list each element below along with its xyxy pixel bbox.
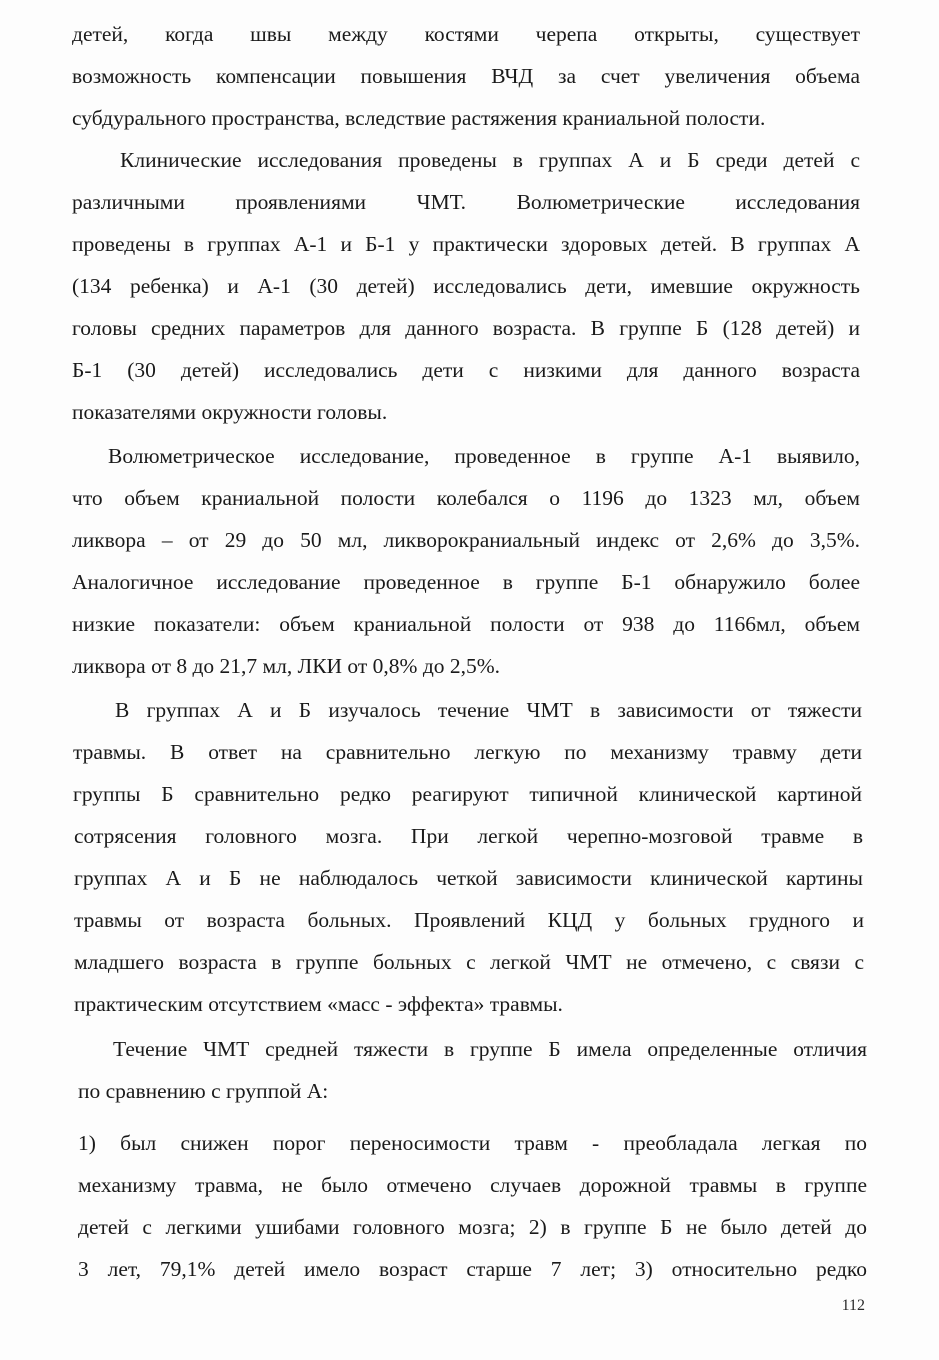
text-line: механизму травма, не было отмечено случаев дорожной травмы в группе [78,1173,867,1197]
text-line: Б-1 (30 детей) исследовались дети с низкими для данного возраста [72,358,860,382]
text-line: В группах А и Б изучалось течение ЧМТ в зависимости от тяжести [115,698,862,722]
text-line: головы средних параметров для данного возраста. В группе Б (128 детей) и [72,316,860,340]
text-line: группах А и Б не наблюдалось четкой зависимости клинической картины [74,866,863,890]
text-line: травмы от возраста больных. Проявлений КЦД у больных грудного и [74,908,864,932]
text-line: (134 ребенка) и А-1 (30 детей) исследовались дети, имевшие окружность [72,274,860,298]
text-line: детей, когда швы между костями черепа открыты, существует [72,22,860,46]
text-line: субдурального пространства, вследствие растяжения краниальной полости. [72,106,766,130]
text-line: показателями окружности головы. [72,400,388,424]
text-line: травмы. В ответ на сравнительно легкую по механизму травму дети [73,740,862,764]
text-line: детей с легкими ушибами головного мозга; 2) в группе Б не было детей до [78,1215,867,1239]
text-line: возможность компенсации повышения ВЧД за счет увеличения объема [72,64,860,88]
text-line: что объем краниальной полости колебался о 1196 до 1323 мл, объем [72,486,860,510]
text-line: ликвора от 8 до 21,7 мл, ЛКИ от 0,8% до 2,5%. [72,654,501,678]
text-line: Аналогичное исследование проведенное в группе Б-1 обнаружило более [72,570,860,594]
text-line: 3 лет, 79,1% детей имело возраст старше 7 лет; 3) относительно редко [78,1257,867,1281]
page-number: 112 [841,1297,865,1314]
text-line: Клинические исследования проведены в группах А и Б среди детей с [120,148,860,172]
text-line: Волюметрическое исследование, проведенное в группе А-1 выявило, [108,444,860,468]
text-line: ликвора – от 29 до 50 мл, ликворокраниальный индекс от 2,6% до 3,5%. [72,528,860,552]
text-line: по сравнению с группой А: [78,1079,329,1103]
text-line: 1) был снижен порог переносимости травм - преобладала легкая по [78,1131,867,1155]
text-line: Течение ЧМТ средней тяжести в группе Б имела определенные отличия [113,1037,867,1061]
text-line: низкие показатели: объем краниальной полости от 938 до 1166мл, объем [72,612,860,636]
text-line: сотрясения головного мозга. При легкой черепно-мозговой травме в [74,824,863,848]
text-line: младшего возраста в группе больных с легкой ЧМТ не отмечено, с связи с [74,950,864,974]
text-line: практическим отсутствием «масс - эффекта» травмы. [74,992,563,1016]
text-line: различными проявлениями ЧМТ. Волюметрические исследования [72,190,860,214]
text-line: проведены в группах А-1 и Б-1 у практически здоровых детей. В группах А [72,232,860,256]
text-line: группы Б сравнительно редко реагируют типичной клинической картиной [73,782,862,806]
